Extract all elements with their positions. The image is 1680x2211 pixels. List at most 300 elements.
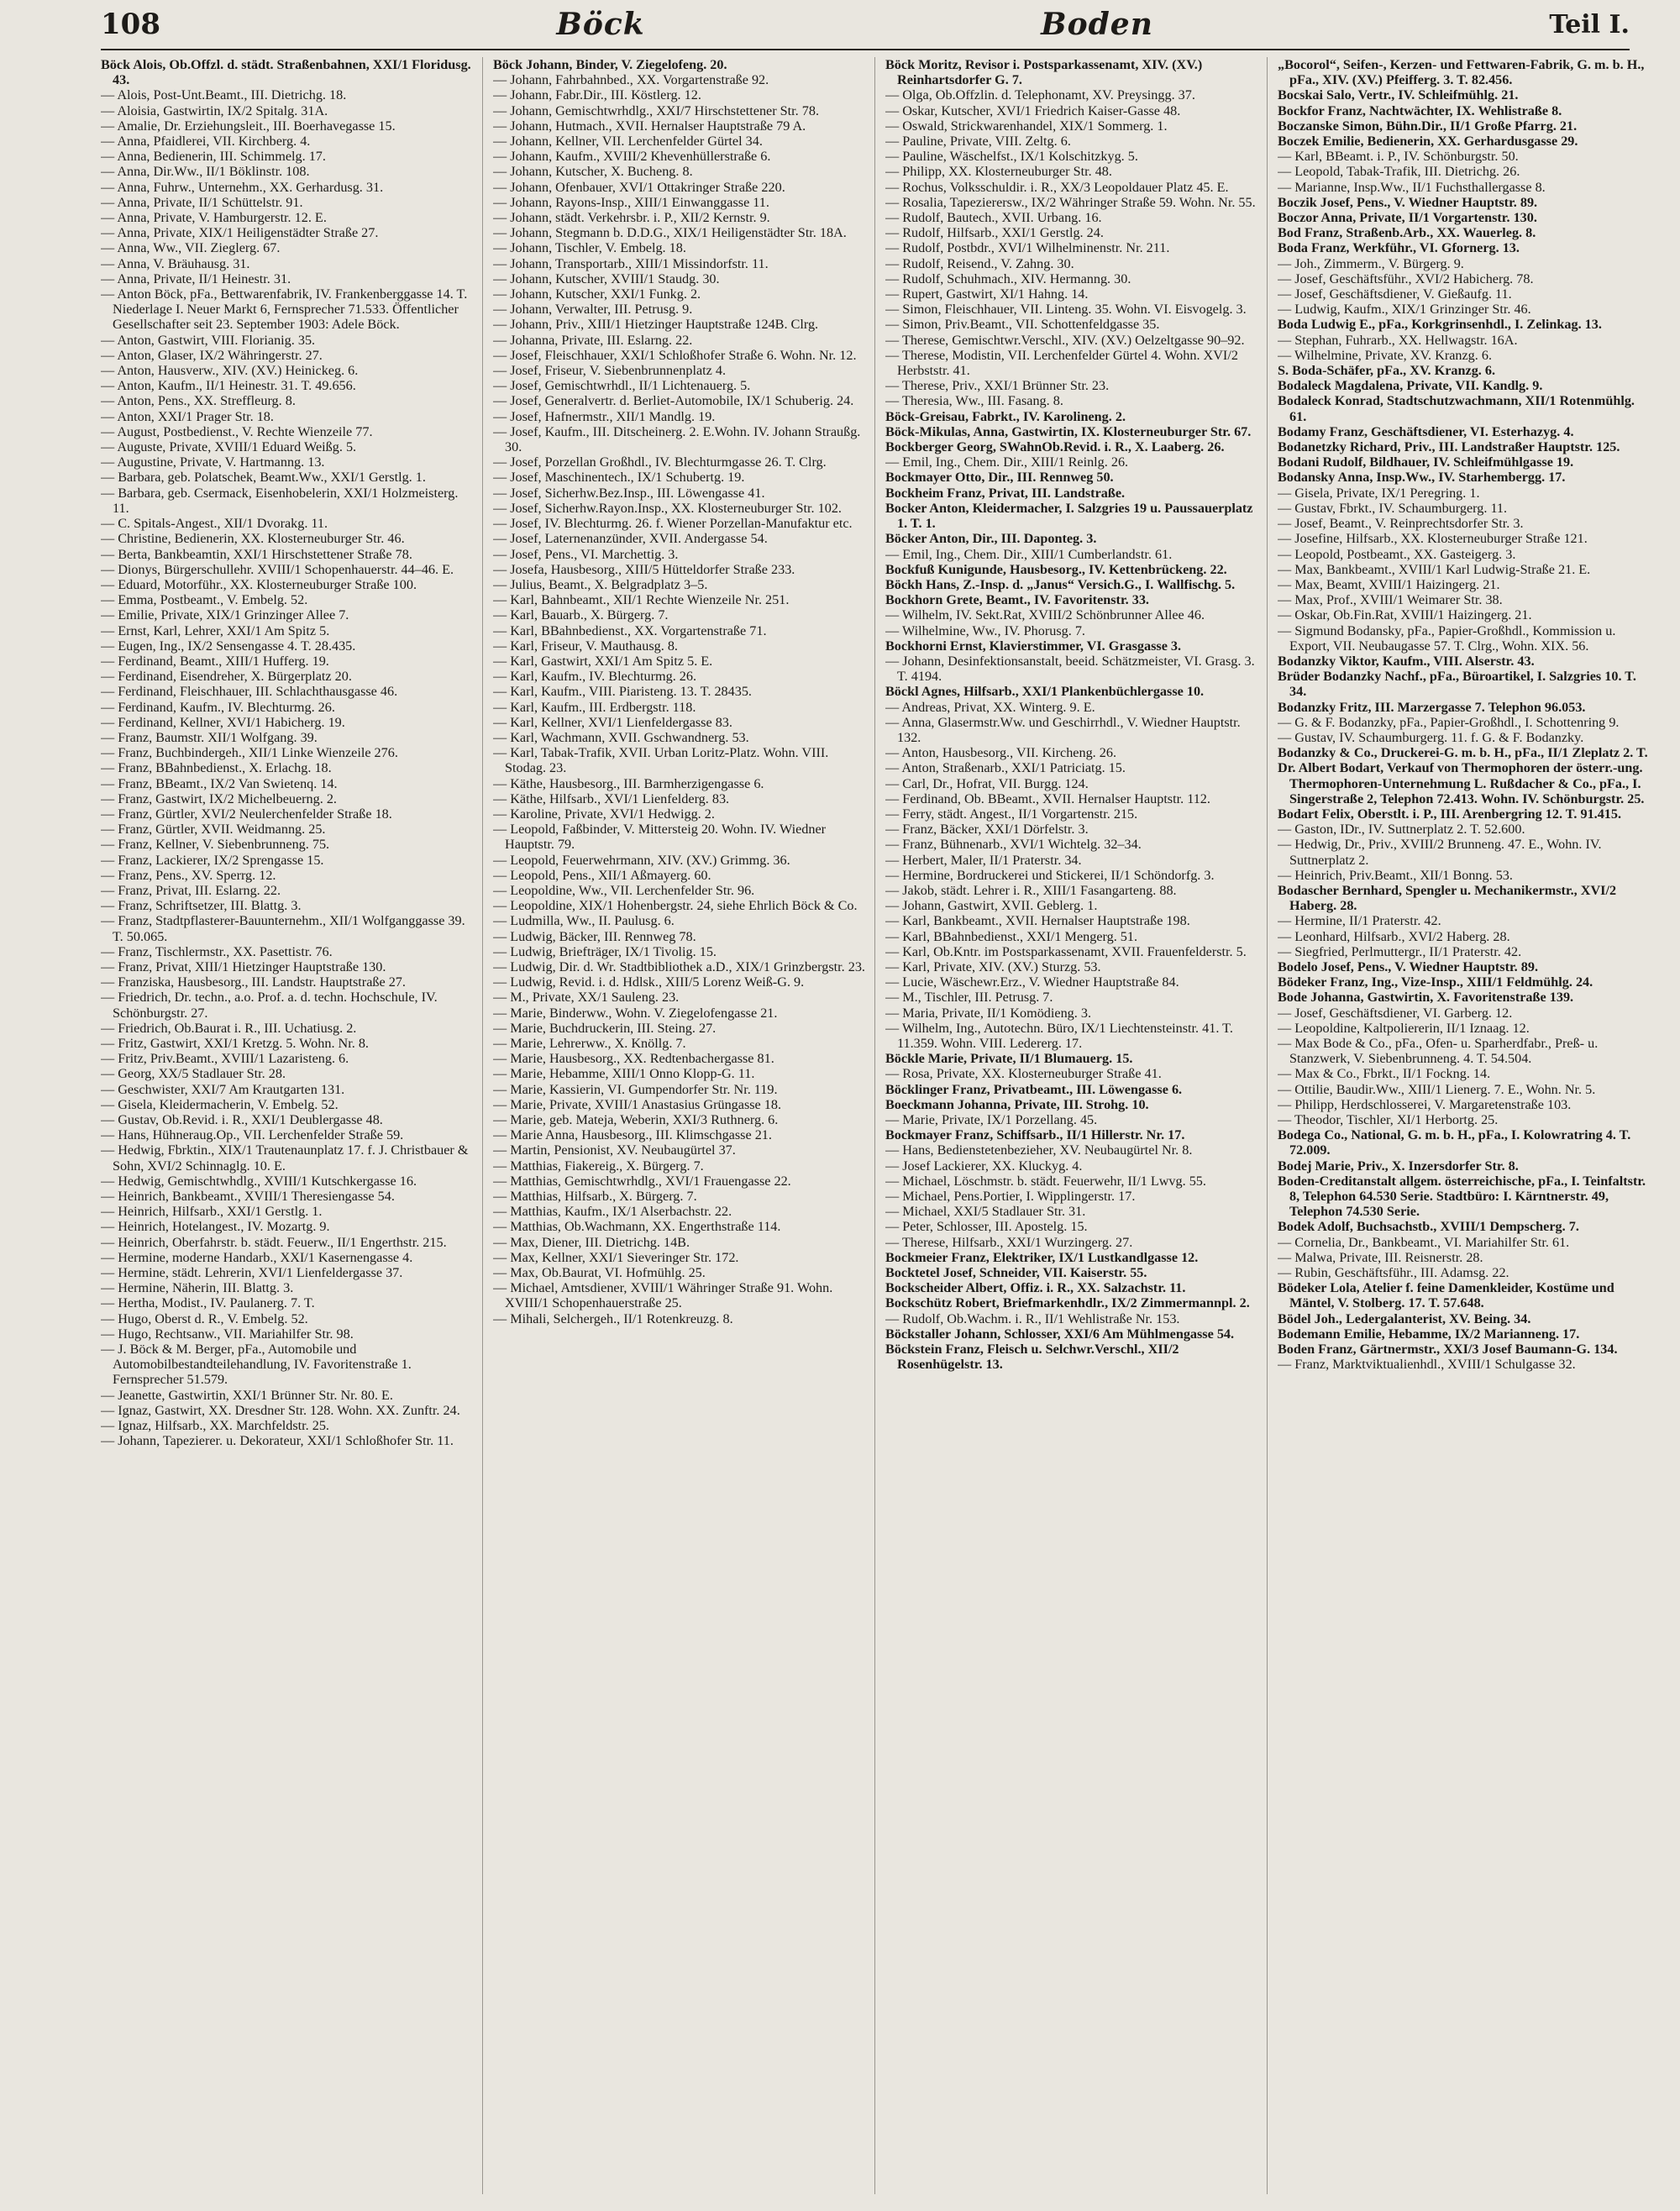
directory-entry: — Emilie, Private, XIX/1 Grinzinger Allee 7.: [101, 607, 349, 623]
directory-columns: [101, 57, 1655, 2194]
directory-entry: Böckstaller Johann, Schlosser, XXI/6 Am Mühlmengasse 54.: [885, 1326, 1235, 1342]
directory-entry: — Fritz, Gastwirt, XXI/1 Kretzg. 5. Wohn. Nr. 8.: [101, 1036, 369, 1051]
directory-entry: — Johann, Kellner, VII. Lerchenfelder Gürtel 34.: [493, 134, 763, 150]
directory-entry: — Georg, XX/5 Stadlauer Str. 28.: [101, 1066, 286, 1082]
directory-entry: — Leopoldine, Ww., VII. Lerchenfelder Str. 96.: [493, 882, 755, 898]
column-4: [1278, 57, 1660, 2194]
directory-entry: Brüder Bodanzky Nachf., pFa., Büroartikel, I. Salzgries 10. T. 34.: [1278, 669, 1636, 700]
directory-entry: — Franz, Lackierer, IX/2 Sprengasse 15.: [101, 852, 324, 868]
directory-entry: Bode Johanna, Gastwirtin, X. Favoritenstraße 139.: [1278, 990, 1574, 1006]
directory-entry: — Peter, Schlosser, III. Apostelg. 15.: [885, 1219, 1088, 1235]
directory-entry: Bocktetel Josef, Schneider, VII. Kaiserstr. 55.: [885, 1265, 1147, 1281]
directory-entry: — Franz, Kellner, V. Siebenbrunneng. 75.: [101, 837, 330, 853]
directory-entry: — Marie, Private, XVIII/1 Anastasius Grüngasse 18.: [493, 1096, 782, 1112]
directory-entry: — Max, Prof., XVIII/1 Weimarer Str. 38.: [1278, 592, 1503, 608]
directory-entry: — Karl, Kellner, XVI/1 Lienfeldergasse 83.: [493, 714, 732, 730]
directory-entry: — M., Private, XX/1 Sauleng. 23.: [493, 990, 680, 1006]
directory-entry: — Hermine, moderne Handarb., XXI/1 Kasernengasse 4.: [101, 1249, 413, 1265]
directory-entry: — M., Tischler, III. Petrusg. 7.: [885, 990, 1053, 1006]
directory-entry: Bockscheider Albert, Offiz. i. R., XX. Salzachstr. 11.: [885, 1280, 1186, 1296]
directory-entry: Bodanzky Viktor, Kaufm., VIII. Alserstr. 43.: [1278, 653, 1535, 669]
directory-entry: — Michael, XXI/5 Stadlauer Str. 31.: [885, 1204, 1086, 1220]
directory-entry: — Emil, Ing., Chem. Dir., XIII/1 Cumberlandstr. 61.: [885, 546, 1173, 562]
directory-entry: — Hedwig, Gemischtwhdlg., XVIII/1 Kutschkergasse 16.: [101, 1173, 417, 1189]
directory-entry: Bodelo Josef, Pens., V. Wiedner Hauptstr. 89.: [1278, 958, 1539, 974]
directory-entry: — Heinrich, Hotelangest., IV. Mozartg. 9.: [101, 1219, 330, 1235]
directory-entry: Böckstein Franz, Fleisch u. Selchwr.Verschl., XII/2 Rosenhügelstr. 13.: [885, 1342, 1179, 1373]
directory-entry: — Anna, Private, XIX/1 Heiligenstädter Straße 27.: [101, 225, 379, 241]
directory-entry: — Anna, V. Bräuhausg. 31.: [101, 255, 250, 271]
directory-entry: — Jakob, städt. Lehrer i. R., XIII/1 Fasangarteng. 88.: [885, 882, 1177, 898]
directory-entry: — Barbara, geb. Polatschek, Beamt.Ww., XXI/1 Gerstlg. 1.: [101, 470, 426, 486]
directory-entry: — Johann, Tischler, V. Embelg. 18.: [493, 240, 686, 256]
column-1: [101, 57, 483, 2194]
directory-entry: — Ottilie, Baudir.Ww., XIII/1 Lienerg. 7. E., Wohn. Nr. 5.: [1278, 1081, 1596, 1097]
directory-entry: Bodamy Franz, Geschäftsdiener, VI. Esterhazyg. 4.: [1278, 423, 1574, 439]
directory-entry: — Gustav, Fbrkt., IV. Schaumburgerg. 11.: [1278, 500, 1508, 516]
directory-entry: — Auguste, Private, XVIII/1 Eduard Weißg. 5.: [101, 439, 357, 455]
directory-entry: — Ferdinand, Ob. BBeamt., XVII. Hernalser Hauptstr. 112.: [885, 790, 1210, 806]
directory-entry: — Ferdinand, Eisendreher, X. Bürgerplatz 20.: [101, 669, 352, 685]
directory-entry: Böckl Agnes, Hilfsarb., XXI/1 Plankenbüchlergasse 10.: [885, 684, 1205, 700]
directory-entry: — Gustav, Ob.Revid. i. R., XXI/1 Deublergasse 48.: [101, 1112, 383, 1128]
directory-entry: — Therese, Modistin, VII. Lerchenfelder Gürtel 4. Wohn. XVI/2 Herbststr. 41.: [885, 347, 1238, 379]
directory-entry: Böck-Greisau, Fabrkt., IV. Karolineng. 2.: [885, 408, 1126, 424]
directory-entry: — Johann, Transportarb., XIII/1 Missindorfstr. 11.: [493, 255, 769, 271]
directory-entry: — Friedrich, Ob.Baurat i. R., III. Uchatiusg. 2.: [101, 1020, 357, 1036]
directory-entry: — Oskar, Kutscher, XVI/1 Friedrich Kaiser-Gasse 48.: [885, 102, 1181, 118]
directory-entry: — Anton, Pens., XX. Streffleurg. 8.: [101, 393, 296, 409]
directory-entry: — Martin, Pensionist, XV. Neubaugürtel 37.: [493, 1142, 736, 1158]
directory-entry: Boda Ludwig E., pFa., Korkgrinsenhdl., I. Zelinkag. 13.: [1278, 317, 1602, 333]
directory-entry: — Max, Bankbeamt., XVIII/1 Karl Ludwig-Straße 21. E.: [1278, 561, 1591, 577]
directory-entry: — Karl, Ob.Kntr. im Postsparkassenamt, XVII. Frauenfelderstr. 5.: [885, 943, 1247, 959]
directory-entry: — Philipp, XX. Klosterneuburger Str. 48.: [885, 164, 1112, 180]
directory-entry: — Rupert, Gastwirt, XI/1 Hahng. 14.: [885, 286, 1089, 302]
directory-entry: — Olga, Ob.Offzlin. d. Telephonamt, XV. Preysingg. 37.: [885, 87, 1195, 103]
directory-entry: — Franz, Bäcker, XXI/1 Dörfelstr. 3.: [885, 822, 1089, 838]
directory-entry: — August, Postbedienst., V. Rechte Wienzeile 77.: [101, 423, 373, 439]
directory-entry: — Gustav, IV. Schaumburgerg. 11. f. G. & F. Bodanzky.: [1278, 729, 1584, 745]
directory-entry: — Hedwig, Fbrktin., XIX/1 Trautenaunplatz 17. f. J. Christbauer & Sohn, XVI/2 Schinnaglg. 10. E.: [101, 1142, 469, 1174]
directory-entry: — Johann, Desinfektionsanstalt, beeid. Schätzmeister, VI. Grasg. 3. T. 4194.: [885, 653, 1255, 685]
directory-entry: — Karl, Bauarb., X. Bürgerg. 7.: [493, 607, 669, 623]
directory-entry: — Johann, Stegmann b. D.D.G., XIX/1 Heiligenstädter Str. 18A.: [493, 225, 847, 241]
directory-entry: — Rudolf, Bautech., XVII. Urbang. 16.: [885, 210, 1102, 226]
directory-entry: — Hermine, städt. Lehrerin, XVI/1 Lienfeldergasse 37.: [101, 1265, 403, 1281]
directory-entry: — Theodor, Tischler, XI/1 Herbortg. 25.: [1278, 1112, 1499, 1128]
directory-entry: — Ignaz, Hilfsarb., XX. Marchfeldstr. 25.: [101, 1418, 329, 1434]
directory-entry: — Karl, BBahnbedienst., XX. Vorgartenstraße 71.: [493, 622, 767, 638]
directory-entry: Boden-Creditanstalt allgem. österreichische, pFa., I. Teinfaltstr. 8, Telephon 64.530 Serie. Stadtbüro: I. Kärntnerstr. 49, Telephon 74.530 Serie.: [1278, 1173, 1646, 1220]
directory-entry: Bödel Joh., Ledergalanterist, XV. Being. 34.: [1278, 1310, 1531, 1326]
directory-entry: — Marie, Hausbesorg., XX. Redtenbachergasse 81.: [493, 1051, 774, 1067]
directory-entry: — Anna, Fuhrw., Unternehm., XX. Gerhardusg. 31.: [101, 179, 384, 195]
directory-entry: — Franz, BBeamt., IX/2 Van Swietenq. 14.: [101, 775, 338, 791]
directory-entry: — Josef, IV. Blechturmg. 26. f. Wiener Porzellan-Manufaktur etc.: [493, 516, 853, 532]
directory-entry: Bodaleck Magdalena, Private, VII. Kandlg. 9.: [1278, 378, 1543, 394]
directory-entry: — Anton, Kaufm., II/1 Heinestr. 31. T. 49.656.: [101, 378, 356, 394]
directory-entry: Bodej Marie, Priv., X. Inzersdorfer Str. 8.: [1278, 1158, 1519, 1174]
directory-entry: — Franz, Stadtpflasterer-Bauunternehm., XII/1 Wolfganggasse 39. T. 50.065.: [101, 913, 465, 944]
directory-entry: — Johann, Kutscher, X. Bucheng. 8.: [493, 164, 693, 180]
directory-entry: — Josef, Geschäftsdiener, V. Gießaufg. 11.: [1278, 286, 1512, 302]
directory-entry: — Ferdinand, Kaufm., IV. Blechturmg. 26.: [101, 699, 335, 715]
directory-entry: — Jeanette, Gastwirtin, XXI/1 Brünner Str. Nr. 80. E.: [101, 1387, 393, 1403]
directory-entry: — Pauline, Wäschelfst., IX/1 Kolschitzkyg. 5.: [885, 149, 1138, 165]
directory-entry: — Gaston, IDr., IV. Suttnerplatz 2. T. 52.600.: [1278, 822, 1525, 838]
directory-entry: Bocskai Salo, Vertr., IV. Schleifmühlg. 21.: [1278, 87, 1519, 103]
directory-entry: — Leopold, Feuerwehrmann, XIV. (XV.) Grimmg. 36.: [493, 852, 790, 868]
directory-entry: — Hugo, Oberst d. R., V. Embelg. 52.: [101, 1310, 308, 1326]
directory-entry: — Wilhelm, Ing., Autotechn. Büro, IX/1 Liechtensteinstr. 41. T. 11.359. Wohn. VIII. Ledererg. 17.: [885, 1020, 1233, 1051]
directory-entry: — Sigmund Bodansky, pFa., Papier-Großhdl., Kommission u. Export, VII. Neubaugasse 57. T. Clrg., Wohn. XIX. 56.: [1278, 622, 1616, 654]
directory-entry: — Hermine, Näherin, III. Blattg. 3.: [101, 1280, 294, 1296]
directory-entry: — Marie, Buchdruckerin, III. Steing. 27.: [493, 1020, 717, 1036]
directory-entry: — Marie, geb. Mateja, Weberin, XXI/3 Ruthnerg. 6.: [493, 1112, 779, 1128]
directory-entry: — Anna, Pfaidlerei, VII. Kirchberg. 4.: [101, 134, 311, 150]
directory-entry: — Johanna, Private, III. Eslarng. 22.: [493, 332, 693, 348]
directory-entry: — Ferdinand, Fleischhauer, III. Schlachthausgasse 46.: [101, 684, 398, 700]
directory-entry: — Mihali, Selchergeh., II/1 Rotenkreuzg. 8.: [493, 1310, 733, 1326]
directory-entry: Bockmayer Franz, Schiffsarb., II/1 Hillerstr. Nr. 17.: [885, 1127, 1185, 1143]
directory-entry: — Ernst, Karl, Lehrer, XXI/1 Am Spitz 5.: [101, 622, 330, 638]
directory-entry: — Anna, Ww., VII. Zieglerg. 67.: [101, 240, 281, 256]
directory-entry: — Franz, Bühnenarb., XVI/1 Wichtelg. 32–34.: [885, 837, 1142, 853]
directory-entry: — Joh., Zimmerm., V. Bürgerg. 9.: [1278, 255, 1464, 271]
directory-entry: — Siegfried, Perlmuttergr., II/1 Praterstr. 42.: [1278, 943, 1522, 959]
directory-entry: — Aloisia, Gastwirtin, IX/2 Spitalg. 31A.: [101, 102, 328, 118]
directory-entry: — Johann, Gemischtwrhdlg., XXI/7 Hirschstettener Str. 78.: [493, 102, 819, 118]
directory-entry: Bockfuß Kunigunde, Hausbesorg., IV. Kettenbrückeng. 22.: [885, 561, 1227, 577]
directory-entry: Bodek Adolf, Buchsachstb., XVIII/1 Dempscherg. 7.: [1278, 1219, 1579, 1235]
directory-entry: — Max, Kellner, XXI/1 Sieveringer Str. 172.: [493, 1249, 739, 1265]
directory-entry: — Oswald, Strickwarenhandel, XIX/1 Sommerg. 1.: [885, 118, 1168, 134]
directory-entry: — Ludmilla, Ww., II. Paulusg. 6.: [493, 913, 675, 929]
directory-entry: Böckle Marie, Private, II/1 Blumauerg. 15.: [885, 1051, 1133, 1067]
directory-entry: Bodanzky & Co., Druckerei-G. m. b. H., pFa., II/1 Zleplatz 2. T.: [1278, 745, 1648, 761]
directory-entry: — Karl, Kaufm., VIII. Piaristeng. 13. T. 28435.: [493, 684, 752, 700]
directory-entry: — Emma, Postbeamt., V. Embelg. 52.: [101, 592, 308, 608]
directory-entry: — Franz, BBahnbedienst., X. Erlachg. 18.: [101, 760, 332, 776]
part-label: Teil I.: [1549, 9, 1630, 39]
directory-entry: — Johann, Fahrbahnbed., XX. Vorgartenstraße 92.: [493, 72, 769, 88]
directory-entry: — Lucie, Wäschewr.Erz., V. Wiedner Hauptstraße 84.: [885, 974, 1179, 990]
directory-entry: — Rosalia, Tapezierersw., IX/2 Währinger Straße 59. Wohn. Nr. 55.: [885, 194, 1256, 210]
directory-entry: — Marie, Hebamme, XIII/1 Onno Klopp-G. 11.: [493, 1066, 755, 1082]
directory-entry: — Franz, Marktviktualienhdl., XVIII/1 Schulgasse 32.: [1278, 1357, 1576, 1373]
page-number: 108: [101, 8, 160, 41]
directory-entry: Bodaleck Konrad, Stadtschutzwachmann, XII/1 Rotenmühlg. 61.: [1278, 393, 1635, 424]
directory-entry: — Berta, Bankbeamtin, XXI/1 Hirschstettener Straße 78.: [101, 546, 412, 562]
directory-entry: „Bocorol“, Seifen-, Kerzen- und Fettwaren-Fabrik, G. m. b. H., pFa., XIV. (XV.) Pfeifferg. 3. T. 82.456.: [1278, 57, 1645, 88]
directory-entry: — Leopoldine, XIX/1 Hohenbergstr. 24, siehe Ehrlich Böck & Co.: [493, 898, 858, 914]
directory-entry: — Johann, Priv., XIII/1 Hietzinger Hauptstraße 124B. Clrg.: [493, 317, 819, 333]
directory-entry: — Leonhard, Hilfsarb., XVI/2 Haberg. 28.: [1278, 928, 1510, 944]
directory-entry: Boden Franz, Gärtnermstr., XXI/3 Josef Baumann-G. 134.: [1278, 1342, 1618, 1358]
directory-entry: — Hans, Bedienstetenbezieher, XV. Neubaugürtel Nr. 8.: [885, 1142, 1193, 1158]
directory-entry: — Karl, Wachmann, XVII. Gschwandnerg. 53.: [493, 729, 749, 745]
directory-entry: — Hertha, Modist., IV. Paulanerg. 7. T.: [101, 1295, 315, 1311]
directory-entry: — Rudolf, Hilfsarb., XXI/1 Gerstlg. 24.: [885, 225, 1104, 241]
directory-entry: — Anna, Bedienerin, III. Schimmelg. 17.: [101, 149, 326, 165]
directory-entry: — Franz, Gastwirt, IX/2 Michelbeuerng. 2.: [101, 790, 337, 806]
directory-entry: Dr. Albert Bodart, Verkauf von Thermophoren der österr.-ung. Thermophoren-Unternehmung L. Rußdacher & Co., pFa., I. Singerstraße 2, Telephon 72.413. Wohn. IV. Schönburgstr. 25.: [1278, 760, 1645, 806]
directory-entry: — Josef, Hafnermstr., XII/1 Mandlg. 19.: [493, 408, 716, 424]
directory-entry: — Karl, BBeamt. i. P., IV. Schönburgstr. 50.: [1278, 149, 1519, 165]
directory-entry: — Ludwig, Dir. d. Wr. Stadtbibliothek a.D., XIX/1 Grinzbergstr. 23.: [493, 958, 865, 974]
directory-entry: — Karl, Bankbeamt., XVII. Hernalser Hauptstraße 198.: [885, 913, 1190, 929]
directory-entry: — Marianne, Insp.Ww., II/1 Fuchsthallergasse 8.: [1278, 179, 1546, 195]
directory-entry: — Ferry, städt. Angest., II/1 Vorgartenstr. 215.: [885, 806, 1138, 822]
directory-entry: — Josef, Laternenanzünder, XVII. Andergasse 54.: [493, 531, 768, 547]
directory-entry: — Oskar, Ob.Fin.Rat, XVIII/1 Haizingerg. 21.: [1278, 607, 1532, 623]
directory-entry: — Ludwig, Revid. i. d. Hdlsk., XIII/5 Lorenz Weiß-G. 9.: [493, 974, 805, 990]
directory-entry: — Johann, Ofenbauer, XVI/1 Ottakringer Straße 220.: [493, 179, 785, 195]
directory-entry: — Johann, städt. Verkehrsbr. i. P., XII/2 Kernstr. 9.: [493, 210, 770, 226]
directory-entry: — Leopold, Tabak-Trafik, III. Dietrichg. 26.: [1278, 164, 1520, 180]
directory-entry: — Matthias, Gemischtwrhdlg., XVI/1 Frauengasse 22.: [493, 1173, 791, 1189]
directory-entry: — Josef, Friseur, V. Siebenbrunnenplatz 4.: [493, 363, 727, 379]
directory-entry: — Marie Anna, Hausbesorg., III. Klimschgasse 21.: [493, 1127, 772, 1143]
directory-entry: — Hans, Hühneraug.Op., VII. Lerchenfelder Straße 59.: [101, 1127, 404, 1143]
directory-entry: — Leopold, Postbeamt., XX. Gasteigerg. 3.: [1278, 546, 1516, 562]
directory-entry: — Therese, Hilfsarb., XXI/1 Wurzingerg. 27.: [885, 1234, 1133, 1250]
directory-entry: — Käthe, Hilfsarb., XVI/1 Lienfelderg. 83.: [493, 790, 730, 806]
directory-entry: — Josef Lackierer, XX. Kluckyg. 4.: [885, 1158, 1083, 1174]
directory-entry: Boeckmann Johanna, Private, III. Strohg. 10.: [885, 1096, 1149, 1112]
directory-entry: — Max Bode & Co., pFa., Ofen- u. Sparherdfabr., Preß- u. Stanzwerk, V. Siebenbrunneng. 4. T. 54.504.: [1278, 1036, 1599, 1067]
directory-entry: — Gisela, Kleidermacherin, V. Embelg. 52.: [101, 1096, 339, 1112]
directory-entry: — Karl, Private, XIV. (XV.) Sturzg. 53.: [885, 958, 1101, 974]
directory-entry: — Johann, Kaufm., XVIII/2 Khevenhüllerstraße 6.: [493, 149, 771, 165]
directory-entry: — Franz, Gürtler, XVI/2 Neulerchenfelder Straße 18.: [101, 806, 392, 822]
directory-entry: — Anton Böck, pFa., Bettwarenfabrik, IV. Frankenberggasse 14. T. Niederlage I. Neuer Markt 6, Fernsprecher 71.533. Öffentlicher Gesellschafter seit 23. September 1903: Adele Böck.: [101, 286, 468, 333]
right-running-head: Boden: [1041, 7, 1153, 42]
directory-entry: — Leopold, Faßbinder, V. Mittersteig 20. Wohn. IV. Wiedner Hauptstr. 79.: [493, 822, 827, 853]
directory-entry: — Rudolf, Schuhmach., XIV. Hermanng. 30.: [885, 270, 1131, 286]
directory-entry: — Michael, Löschmstr. b. städt. Feuerwehr, II/1 Lwvg. 55.: [885, 1173, 1206, 1189]
directory-entry: — Eduard, Motorführ., XX. Klosterneuburger Straße 100.: [101, 576, 417, 592]
directory-entry: Boczek Emilie, Bedienerin, XX. Gerhardusgasse 29.: [1278, 134, 1578, 150]
directory-entry: Böck Moritz, Revisor i. Postsparkassenamt, XIV. (XV.) Reinhartsdorfer G. 7.: [885, 57, 1203, 88]
directory-entry: — Käthe, Hausbesorg., III. Barmherzigengasse 6.: [493, 775, 764, 791]
directory-entry: — Johann, Verwalter, III. Petrusg. 9.: [493, 302, 693, 318]
directory-entry: — Geschwister, XXI/7 Am Krautgarten 131.: [101, 1081, 345, 1097]
directory-entry: — Heinrich, Priv.Beamt., XII/1 Bonng. 53.: [1278, 867, 1513, 883]
directory-entry: — Rudolf, Ob.Wachm. i. R., II/1 Wehlistraße Nr. 153.: [885, 1310, 1180, 1326]
directory-entry: — C. Spitals-Angest., XII/1 Dvorakg. 11.: [101, 516, 328, 532]
directory-entry: Bockhorn Grete, Beamt., IV. Favoritenstr. 33.: [885, 592, 1149, 608]
directory-entry: — Marie, Lehrerww., X. Knöllg. 7.: [493, 1036, 686, 1051]
directory-entry: Boczanske Simon, Bühn.Dir., II/1 Große Pfarrg. 21.: [1278, 118, 1578, 134]
directory-entry: — Karl, Friseur, V. Mauthausg. 8.: [493, 638, 678, 654]
directory-entry: Böcker Anton, Dir., III. Daponteg. 3.: [885, 531, 1097, 547]
directory-entry: — Simon, Priv.Beamt., VII. Schottenfeldgasse 35.: [885, 317, 1160, 333]
directory-entry: — Josef, Geschäftsdiener, VI. Garberg. 12.: [1278, 1005, 1513, 1021]
directory-entry: — Anton, Hausbesorg., VII. Kircheng. 26.: [885, 745, 1117, 761]
directory-entry: — Anna, Private, II/1 Schüttelstr. 91.: [101, 194, 303, 210]
directory-entry: — Marie, Binderww., Wohn. V. Ziegelofengasse 21.: [493, 1005, 778, 1021]
directory-entry: — Matthias, Kaufm., IX/1 Alserbachstr. 22.: [493, 1204, 732, 1220]
directory-entry: Böckh Hans, Z.-Insp. d. „Janus“ Versich.G., I. Wallfischg. 5.: [885, 576, 1236, 592]
directory-entry: — Therese, Priv., XXI/1 Brünner Str. 23.: [885, 378, 1110, 394]
directory-entry: Bockhorni Ernst, Klavierstimmer, VI. Grasgasse 3.: [885, 638, 1182, 654]
directory-entry: — Alois, Post-Unt.Beamt., III. Dietrichg. 18.: [101, 87, 347, 103]
directory-entry: — Heinrich, Oberfahrstr. b. städt. Feuerw., II/1 Engerthstr. 215.: [101, 1234, 447, 1250]
directory-entry: Böck-Mikulas, Anna, Gastwirtin, IX. Klosterneuburger Str. 67.: [885, 423, 1252, 439]
directory-entry: — Andreas, Privat, XX. Winterg. 9. E.: [885, 699, 1095, 715]
directory-entry: — Anton, Straßenarb., XXI/1 Patriciatg. 15.: [885, 760, 1126, 776]
directory-entry: — Josefine, Hilfsarb., XX. Klosterneuburger Straße 121.: [1278, 531, 1588, 547]
directory-entry: — Michael, Pens.Portier, I. Wipplingerstr. 17.: [885, 1189, 1136, 1205]
directory-entry: — Josef, Generalvertr. d. Berliet-Automobile, IX/1 Schuberig. 24.: [493, 393, 854, 409]
directory-entry: — Rochus, Volksschuldir. i. R., XX/3 Leopoldauer Platz 45. E.: [885, 179, 1229, 195]
directory-entry: — Johann, Hutmach., XVII. Hernalser Hauptstraße 79 A.: [493, 118, 806, 134]
directory-entry: — Johann, Fabr.Dir., III. Köstlerg. 12.: [493, 87, 701, 103]
directory-entry: Böck Johann, Binder, V. Ziegelofeng. 20.: [493, 57, 727, 72]
directory-entry: — Ferdinand, Beamt., XIII/1 Hufferg. 19.: [101, 653, 329, 669]
directory-entry: — Johann, Tapezierer. u. Dekorateur, XXI/1 Schloßhofer Str. 11.: [101, 1433, 454, 1449]
directory-entry: — Karl, Kaufm., IV. Blechturmg. 26.: [493, 669, 697, 685]
directory-entry: — Wilhelmine, Ww., IV. Phorusg. 7.: [885, 622, 1085, 638]
directory-entry: — Anna, Dir.Ww., II/1 Böklinstr. 108.: [101, 164, 310, 180]
directory-entry: — Max, Ob.Baurat, VI. Hofmühlg. 25.: [493, 1265, 706, 1281]
directory-entry: Boczik Josef, Pens., V. Wiedner Hauptstr. 89.: [1278, 194, 1538, 210]
directory-entry: — Johann, Rayons-Insp., XIII/1 Einwanggasse 11.: [493, 194, 769, 210]
directory-entry: — Anton, Glaser, IX/2 Währingerstr. 27.: [101, 347, 323, 363]
directory-entry: — Josef, Gemischtwrhdl., II/1 Lichtenauerg. 5.: [493, 378, 751, 394]
directory-entry: — Max & Co., Fbrkt., II/1 Fockng. 14.: [1278, 1066, 1491, 1082]
directory-entry: Böck Alois, Ob.Offzl. d. städt. Straßenbahnen, XXI/1 Floridusg. 43.: [101, 57, 471, 88]
directory-entry: — Stephan, Fuhrarb., XX. Hellwagstr. 16A.: [1278, 332, 1518, 348]
directory-entry: — Maria, Private, II/1 Komödieng. 3.: [885, 1005, 1092, 1021]
directory-entry: — Hermine, II/1 Praterstr. 42.: [1278, 913, 1441, 929]
directory-entry: — Theresia, Ww., III. Fasang. 8.: [885, 393, 1063, 409]
directory-entry: — Friedrich, Dr. techn., a.o. Prof. a. d. techn. Hochschule, IV. Schönburgstr. 27.: [101, 990, 438, 1021]
directory-entry: Bodani Rudolf, Bildhauer, IV. Schleifmühlgasse 19.: [1278, 454, 1574, 470]
directory-entry: — Leopold, Pens., XII/1 Aßmayerg. 60.: [493, 867, 711, 883]
directory-entry: — Franz, Gürtler, XVII. Weidmanng. 25.: [101, 822, 326, 838]
directory-entry: — Josef, Sicherhw.Rayon.Insp., XX. Klosterneuburger Str. 102.: [493, 500, 842, 516]
directory-entry: — J. Böck & M. Berger, pFa., Automobile und Automobilbestandteilehandlung, IV. Favoritenstraße 1. Fernsprecher 51.579.: [101, 1342, 412, 1388]
directory-entry: — Cornelia, Dr., Bankbeamt., VI. Mariahilfer Str. 61.: [1278, 1234, 1570, 1250]
directory-entry: Böcklinger Franz, Privatbeamt., III. Löwengasse 6.: [885, 1081, 1183, 1097]
directory-entry: — Johann, Gastwirt, XVII. Geblerg. 1.: [885, 898, 1098, 914]
directory-entry: — Anna, Private, V. Hamburgerstr. 12. E.: [101, 210, 327, 226]
directory-entry: — Leopoldine, Kaltpoliererin, II/1 Iznaag. 12.: [1278, 1020, 1530, 1036]
page-header: [101, 0, 1630, 50]
directory-entry: Boczor Anna, Private, II/1 Vorgartenstr. 130.: [1278, 210, 1537, 226]
directory-entry: Bödeker Lola, Atelier f. feine Damenkleider, Kostüme und Mäntel, V. Stolberg. 17. T. 57.648.: [1278, 1280, 1614, 1311]
directory-entry: — Johann, Kutscher, XXI/1 Funkg. 2.: [493, 286, 701, 302]
directory-entry: — Karoline, Private, XVI/1 Hedwigg. 2.: [493, 806, 715, 822]
directory-entry: Bodemann Emilie, Hebamme, IX/2 Marianneng. 17.: [1278, 1326, 1580, 1342]
directory-entry: Bodanzky Fritz, III. Marzergasse 7. Telephon 96.053.: [1278, 699, 1586, 715]
directory-entry: — Eugen, Ing., IX/2 Sensengasse 4. T. 28.435.: [101, 638, 356, 654]
directory-entry: Bod Franz, Straßenb.Arb., XX. Wauerleg. 8.: [1278, 225, 1536, 241]
directory-entry: — Anna, Glasermstr.Ww. und Geschirrhdl., V. Wiedner Hauptstr. 132.: [885, 714, 1241, 745]
directory-entry: Boda Franz, Werkführ., VI. Gfornerg. 13.: [1278, 240, 1520, 256]
directory-entry: — Marie, Private, IX/1 Porzellang. 45.: [885, 1112, 1098, 1128]
column-3: [885, 57, 1268, 2194]
directory-entry: — Josef, Beamt., V. Reinprechtsdorfer Str. 3.: [1278, 516, 1524, 532]
directory-entry: — Matthias, Fiakereig., X. Bürgerg. 7.: [493, 1158, 704, 1174]
directory-entry: — Josefa, Hausbesorg., XIII/5 Hütteldorfer Straße 233.: [493, 561, 795, 577]
directory-entry: — Malwa, Private, III. Reisnerstr. 28.: [1278, 1249, 1483, 1265]
directory-entry: Bockfor Franz, Nachtwächter, IX. Wehlistraße 8.: [1278, 102, 1562, 118]
directory-entry: — Fritz, Priv.Beamt., XVIII/1 Lazaristeng. 6.: [101, 1051, 349, 1067]
directory-entry: — Ludwig, Bäcker, III. Rennweg 78.: [493, 928, 696, 944]
directory-entry: — Franz, Privat, III. Eslarng. 22.: [101, 882, 281, 898]
directory-entry: — Pauline, Private, VIII. Zeltg. 6.: [885, 134, 1071, 150]
directory-entry: Bodega Co., National, G. m. b. H., pFa., I. Kolowratring 4. T. 72.009.: [1278, 1127, 1631, 1158]
directory-entry: — Franz, Privat, XIII/1 Hietzinger Hauptstraße 130.: [101, 958, 386, 974]
directory-entry: Bockschütz Robert, Briefmarkenhdlr., IX/2 Zimmermannpl. 2.: [885, 1295, 1250, 1311]
directory-entry: Bockheim Franz, Privat, III. Landstraße.: [885, 485, 1126, 501]
directory-entry: — Hedwig, Dr., Priv., XVIII/2 Brunneng. 47. E., Wohn. IV. Suttnerplatz 2.: [1278, 837, 1602, 868]
directory-entry: — Simon, Fleischhauer, VII. Linteng. 35. Wohn. VI. Eisvogelg. 3.: [885, 302, 1247, 318]
directory-entry: — Franziska, Hausbesorg., III. Landstr. Hauptstraße 27.: [101, 974, 406, 990]
directory-entry: — Philipp, Herdschlosserei, V. Margaretenstraße 103.: [1278, 1096, 1572, 1112]
directory-entry: — Josef, Sicherhw.Bez.Insp., III. Löwengasse 41.: [493, 485, 765, 501]
directory-entry: — Christine, Bedienerin, XX. Klosterneuburger Str. 46.: [101, 531, 405, 547]
directory-entry: — Amalie, Dr. Erziehungsleit., III. Boerhavegasse 15.: [101, 118, 396, 134]
directory-entry: — Ludwig, Kaufm., XIX/1 Grinzinger Str. 46.: [1278, 302, 1531, 318]
directory-entry: Bodart Felix, Oberstlt. i. P., III. Arenbergring 12. T. 91.415.: [1278, 806, 1622, 822]
directory-entry: — Franz, Baumstr. XII/1 Wolfgang. 39.: [101, 729, 318, 745]
directory-entry: — Hermine, Bordruckerei und Stickerei, II/1 Schöndorfg. 3.: [885, 867, 1215, 883]
directory-entry: — Rudolf, Postbdr., XVI/1 Wilhelminenstr. Nr. 211.: [885, 240, 1170, 256]
directory-entry: — Karl, Tabak-Trafik, XVII. Urban Loritz-Platz. Wohn. VIII. Stodag. 23.: [493, 745, 829, 776]
directory-entry: — Barbara, geb. Csermack, Eisenhobelerin, XXI/1 Holzmeisterg. 11.: [101, 485, 459, 516]
directory-entry: — Augustine, Private, V. Hartmanng. 13.: [101, 454, 325, 470]
directory-entry: — Julius, Beamt., X. Belgradplatz 3–5.: [493, 576, 708, 592]
directory-entry: — Rudolf, Reisend., V. Zahng. 30.: [885, 255, 1074, 271]
directory-entry: — Josef, Kaufm., III. Ditscheinerg. 2. E.Wohn. IV. Johann Straußg. 30.: [493, 423, 861, 455]
directory-entry: — Anna, Private, II/1 Heinestr. 31.: [101, 270, 291, 286]
directory-entry: Bockmeier Franz, Elektriker, IX/1 Lustkandlgasse 12.: [885, 1249, 1199, 1265]
directory-entry: — Therese, Gemischtwr.Verschl., XIV. (XV.) Oelzeltgasse 90–92.: [885, 332, 1245, 348]
directory-entry: S. Boda-Schäfer, pFa., XV. Kranzg. 6.: [1278, 363, 1496, 379]
directory-entry: — Marie, Kassierin, VI. Gumpendorfer Str. Nr. 119.: [493, 1081, 778, 1097]
directory-entry: — Josef, Maschinentech., IX/1 Schubertg. 19.: [493, 470, 745, 486]
directory-entry: — Gisela, Private, IX/1 Peregring. 1.: [1278, 485, 1480, 501]
directory-entry: — Johann, Kutscher, XVIII/1 Staudg. 30.: [493, 270, 720, 286]
directory-entry: — Michael, Amtsdiener, XVIII/1 Währinger Straße 91. Wohn. XVIII/1 Schopenhauerstraße 25.: [493, 1280, 833, 1311]
directory-entry: — Franz, Schriftsetzer, III. Blattg. 3.: [101, 898, 302, 914]
directory-entry: — Heinrich, Hilfsarb., XXI/1 Gerstlg. 1.: [101, 1204, 323, 1220]
directory-entry: — Max, Diener, III. Dietrichg. 14B.: [493, 1234, 690, 1250]
directory-entry: Bödeker Franz, Ing., Vize-Insp., XIII/1 Feldmühlg. 24.: [1278, 974, 1593, 990]
directory-entry: Bockberger Georg, SWahnOb.Revid. i. R., X. Laaberg. 26.: [885, 439, 1225, 455]
directory-entry: — Karl, Gastwirt, XXI/1 Am Spitz 5. E.: [493, 653, 713, 669]
directory-entry: — Anton, Gastwirt, VIII. Florianig. 35.: [101, 332, 316, 348]
directory-entry: — G. & F. Bodanzky, pFa., Papier-Großhdl., I. Schottenring 9.: [1278, 714, 1620, 730]
directory-entry: — Dionys, Bürgerschullehr. XVIII/1 Schopenhauerstr. 44–46. E.: [101, 561, 454, 577]
directory-entry: — Karl, Bahnbeamt., XII/1 Rechte Wienzeile Nr. 251.: [493, 592, 790, 608]
left-running-head: Böck: [556, 7, 645, 42]
directory-entry: — Josef, Fleischhauer, XXI/1 Schloßhofer Straße 6. Wohn. Nr. 12.: [493, 347, 857, 363]
directory-entry: Bockmayer Otto, Dir., III. Rennweg 50.: [885, 470, 1114, 486]
directory-entry: Bodascher Bernhard, Spengler u. Mechanikermstr., XVI/2 Haberg. 28.: [1278, 882, 1617, 914]
directory-entry: — Josef, Porzellan Großhdl., IV. Blechturmgasse 26. T. Clrg.: [493, 454, 827, 470]
directory-entry: — Franz, Buchbindergeh., XII/1 Linke Wienzeile 276.: [101, 745, 398, 761]
column-2: [493, 57, 875, 2194]
directory-entry: — Josef, Geschäftsführ., XVI/2 Habicherg. 78.: [1278, 270, 1534, 286]
directory-entry: — Josef, Pens., VI. Marchettig. 3.: [493, 546, 679, 562]
directory-entry: — Herbert, Maler, II/1 Praterstr. 34.: [885, 852, 1082, 868]
